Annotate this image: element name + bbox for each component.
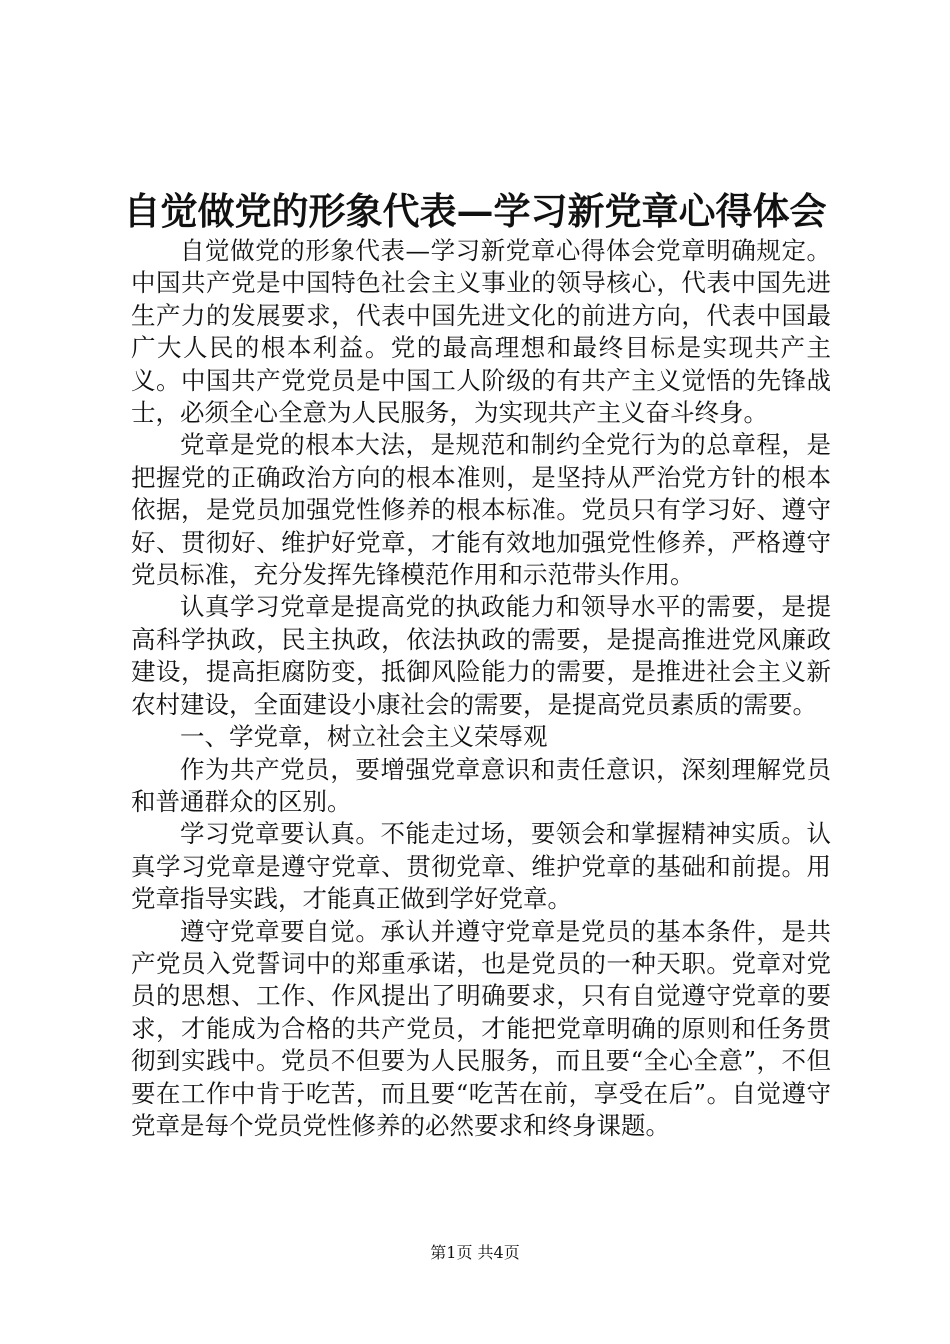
document-title: 自觉做党的形象代表—学习新党章心得体会 <box>123 189 827 233</box>
paragraph-1: 自觉做党的形象代表—学习新党章心得体会党章明确规定。中国共产党是中国特色社会主义事业的领导核心，代表中国先进生产力的发展要求，代表中国先进文化的前进方向，代表中国最广大人民的根本利益。党的最高理想和最终目标是实现共产主义。中国共产党党员是中国工人阶级的有共产主义觉悟的先锋战士，必须全心全意为人民服务，为实现共产主义奋斗终身。 <box>131 236 831 428</box>
paragraph-6: 遵守党章要自觉。承认并遵守党章是党员的基本条件，是共产党员入党誓词中的郑重承诺，也是党员的一种天职。党章对党员的思想、工作、作风提出了明确要求，只有自觉遵守党章的要求，才能成为合格的共产党员，才能把党章明确的原则和任务贯彻到实践中。党员不但要为人民服务，而且要“全心全意”，不但要在工作中肯于吃苦，而且要“吃苦在前，享受在后”。自觉遵守党章是每个党员党性修养的必然要求和终身课题。 <box>131 916 831 1140</box>
paragraph-2: 党章是党的根本大法，是规范和制约全党行为的总章程，是把握党的正确政治方向的根本准则，是坚持从严治党方针的根本依据，是党员加强党性修养的根本标准。党员只有学习好、遵守好、贯彻好、维护好党章，才能有效地加强党性修养，严格遵守党员标准，充分发挥先锋模范作用和示范带头作用。 <box>131 430 831 590</box>
paragraph-3: 认真学习党章是提高党的执政能力和领导水平的需要，是提高科学执政，民主执政，依法执政的需要，是提高推进党风廉政建设，提高拒腐防变，抵御风险能力的需要，是推进社会主义新农村建设，全面建设小康社会的需要，是提高党员素质的需要。 <box>131 592 831 719</box>
paragraph-4: 作为共产党员，要增强党章意识和责任意识，深刻理解党员和普通群众的区别。 <box>131 754 831 816</box>
page-number-footer: 第1页 共4页 <box>430 1243 520 1262</box>
document-body <box>131 235 831 1142</box>
paragraph-5: 学习党章要认真。不能走过场，要领会和掌握精神实质。认真学习党章是遵守党章、贯彻党章、维护党章的基础和前提。用党章指导实践，才能真正做到学好党章。 <box>131 819 831 914</box>
section-heading-1: 一、学党章，树立社会主义荣辱观 <box>180 722 548 752</box>
